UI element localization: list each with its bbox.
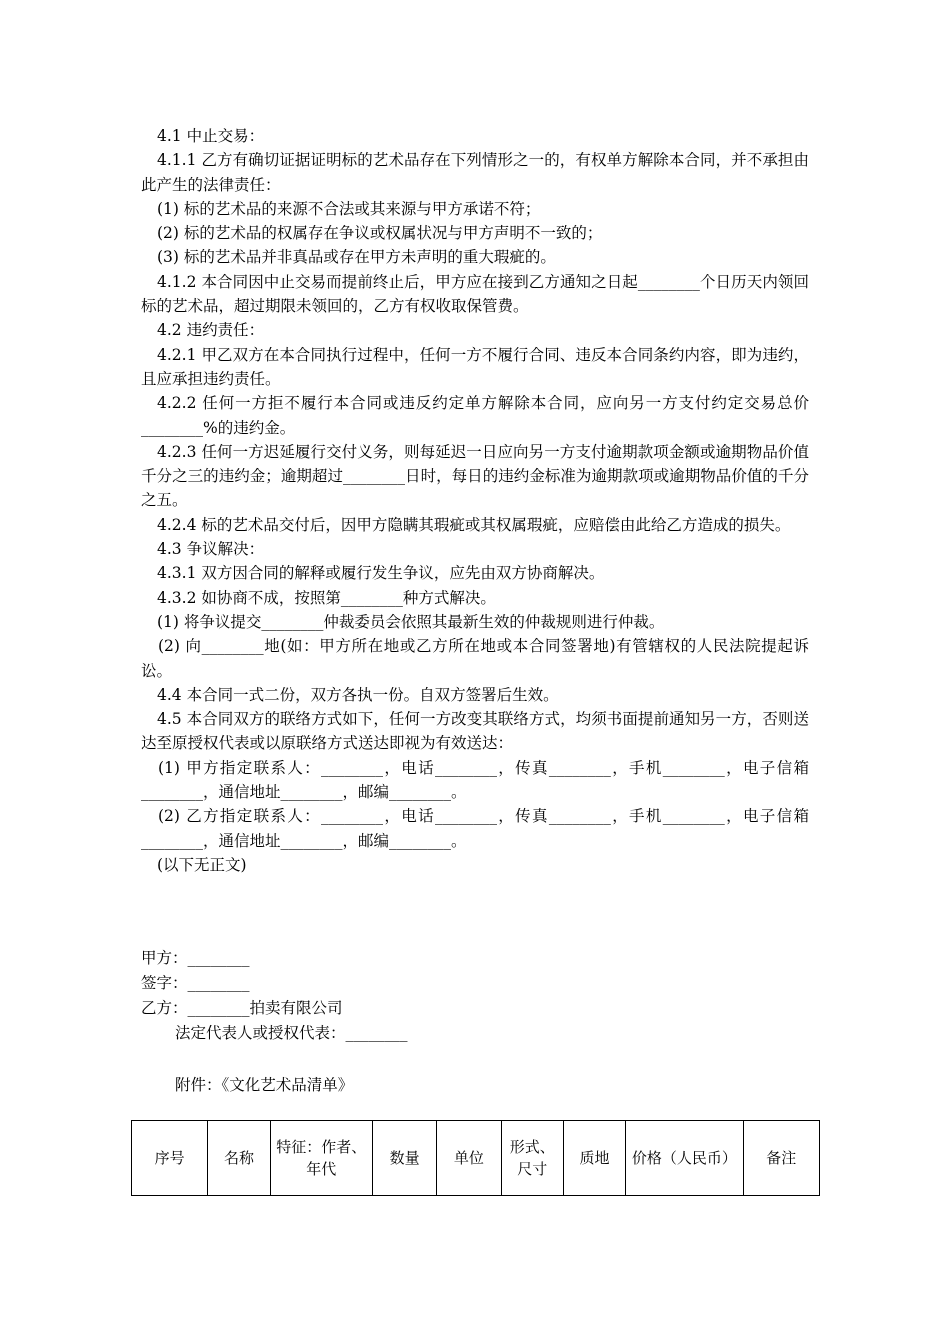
header-cell-name: 名称 <box>208 1121 270 1196</box>
clause-4-1-1-item-3: (3) 标的艺术品并非真品或存在甲方未声明的重大瑕疵的。 <box>157 248 556 267</box>
clause-4-1-heading: 4.1 中止交易： <box>157 127 265 145</box>
clause-4-5: 4.5 本合同双方的联络方式如下，任何一方改变其联络方式，均须书面提前通知另一方，否则送达至原授权代表或以原联络方式送达即视为有效送达： <box>141 710 809 753</box>
clause-4-1-2: 4.1.2 本合同因中止交易而提前终止后，甲方应在接到乙方通知之日起________个日历天内领回标的艺术品，超过期限未领回的，乙方有权收取保管费。 <box>141 272 809 316</box>
table-header-row <box>132 1121 820 1196</box>
header-cell-remarks: 备注 <box>743 1121 819 1196</box>
party-b-line: 乙方：________拍卖有限公司 <box>141 999 343 1017</box>
clause-4-2-3: 4.2.3 任何一方迟延履行交付义务，则每延迟一日应向另一方支付逾期款项金额或逾期物品价值千分之三的违约金；逾期超过________日时，每日的违约金标准为逾期款项或逾期物品价值的千分之五。 <box>141 442 809 510</box>
sign-line: 签字：________ <box>141 974 250 992</box>
header-cell-form-size: 形式、尺寸 <box>501 1121 563 1196</box>
clause-4-3-2-item-1: (1) 将争议提交________仲裁委员会依照其最新生效的仲裁规则进行仲裁。 <box>157 612 665 631</box>
clause-4-3-heading: 4.3 争议解决： <box>157 540 265 559</box>
header-cell-quantity: 数量 <box>373 1121 437 1196</box>
header-cell-unit: 单位 <box>437 1121 501 1196</box>
clause-4-2-2: 4.2.2 任何一方拒不履行本合同或违反约定单方解除本合同，应向另一方支付约定交易总价________%的违约金。 <box>141 394 809 437</box>
clause-4-5-party-a-contact: (1) 甲方指定联系人：________，电话________，传真________，手机________，电子信箱________，通信地址________，邮编________。 <box>141 758 809 802</box>
contract-body <box>141 124 809 877</box>
header-cell-material: 质地 <box>563 1121 625 1196</box>
clause-4-1-1: 4.1.1 乙方有确切证据证明标的艺术品存在下列情形之一的，有权单方解除本合同，并不承担由此产生的法律责任： <box>141 151 809 194</box>
clause-4-2-heading: 4.2 违约责任： <box>157 321 265 340</box>
header-cell-features: 特征：作者、年代 <box>270 1121 372 1196</box>
party-a-line: 甲方：________ <box>141 949 250 967</box>
clause-4-1-1-item-2: (2) 标的艺术品的权属存在争议或权属状况与甲方声明不一致的； <box>157 224 603 243</box>
clause-4-5-party-b-contact: (2) 乙方指定联系人：________，电话________，传真________，手机________，电子信箱________，通信地址________，邮编________。 <box>141 807 809 850</box>
clause-4-3-2: 4.3.2 如协商不成，按照第________种方式解决。 <box>157 588 496 607</box>
artwork-list-table <box>131 1120 820 1196</box>
representative-line: 法定代表人或授权代表：________ <box>175 1024 408 1042</box>
clause-4-2-1: 4.2.1 甲乙双方在本合同执行过程中，任何一方不履行合同、违反本合同条约内容，即为违约，且应承担违约责任。 <box>141 345 809 388</box>
no-further-text: (以下无正文) <box>157 855 247 874</box>
clause-4-3-1: 4.3.1 双方因合同的解释或履行发生争议，应先由双方协商解决。 <box>157 564 605 583</box>
header-cell-price: 价格（人民币） <box>626 1121 744 1196</box>
header-cell-index: 序号 <box>132 1121 208 1196</box>
clause-4-3-2-item-2: (2) 向________地(如：甲方所在地或乙方所在地或本合同签署地)有管辖权的人民法院提起诉讼。 <box>141 637 809 680</box>
clause-4-1-1-item-1: (1) 标的艺术品的来源不合法或其来源与甲方承诺不符； <box>157 199 541 218</box>
clause-4-4: 4.4 本合同一式二份，双方各执一份。自双方签署后生效。 <box>157 685 559 704</box>
clause-4-2-4: 4.2.4 标的艺术品交付后，因甲方隐瞒其瑕疵或其权属瑕疵，应赔偿由此给乙方造成的损失。 <box>157 515 791 534</box>
attachment-title: 附件：《文化艺术品清单》 <box>175 1076 354 1094</box>
